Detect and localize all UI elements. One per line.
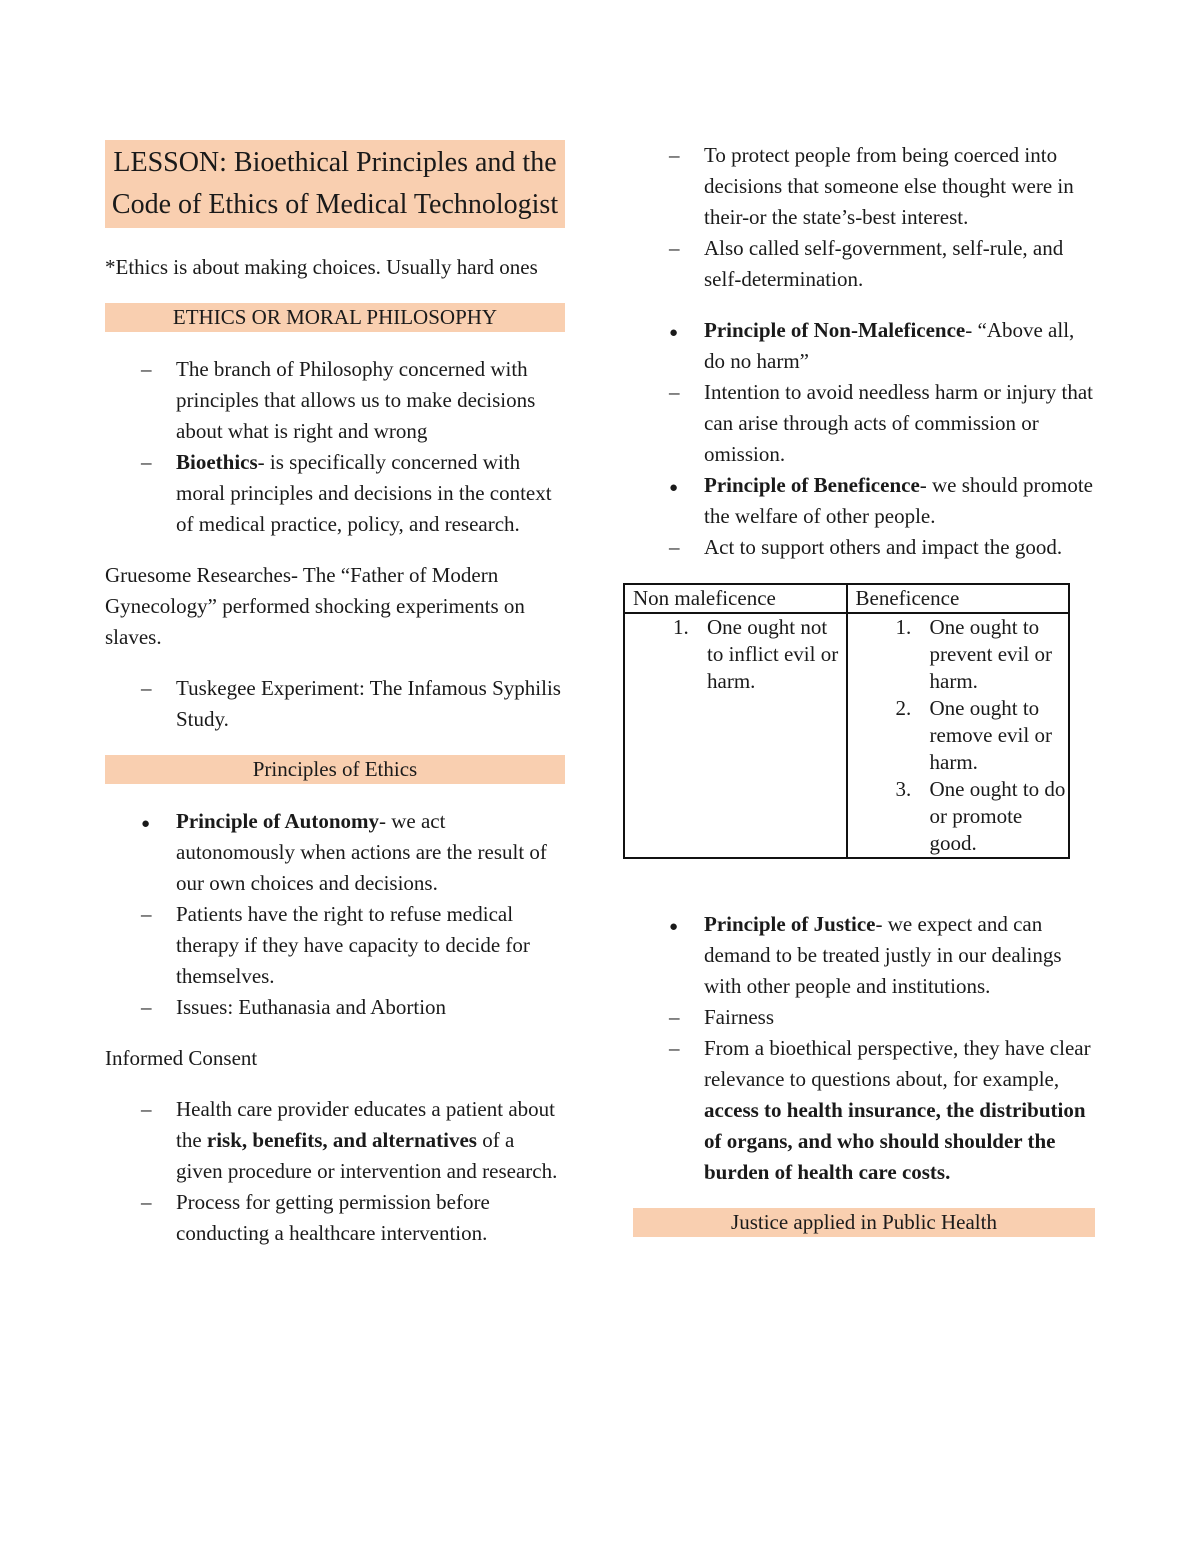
list-item [105,1187,565,1249]
autonomy-continued-list [633,140,1095,295]
gruesome-list [105,673,565,735]
dash-marker [669,377,689,408]
gruesome-text: Gruesome Researches- The “Father of Modern Gynecology” performed shocking experiments on slaves. [105,563,525,649]
list-item [105,354,565,447]
bioethics-term: Bioethics [176,450,258,474]
consent-item-text: Process for getting permission before conducting a healthcare intervention. [176,1190,490,1245]
dash-marker [141,1187,161,1218]
list-item [105,899,565,992]
list-item [633,1002,1095,1033]
beneficence-term: Principle of Beneficence [704,473,920,497]
list-item [105,1094,565,1187]
dash-marker [669,532,689,563]
fairness-text: Fairness [704,1005,774,1029]
dash-marker [141,447,161,478]
item-number: 2. [895,696,912,720]
table-header-row [624,584,1069,613]
justice-definition: - we expect and can demand to be treated justly in our dealings with other people and institutions. [704,912,1062,998]
item-text: One ought to do or promote good. [929,777,1066,855]
autonomy-item-text: Patients have the right to refuse medical therapy if they have capacity to decide for themselves. [176,902,530,988]
consent-text-b: of a given procedure or intervention and research. [176,1128,558,1183]
left-column [105,140,565,1249]
beneficence-definition: - we should promote the welfare of other people. [704,473,1093,528]
section-band-ethics: ETHICS OR MORAL PHILOSOPHY [105,303,565,332]
table-cell-beneficence [847,613,1070,858]
section-band-principles: Principles of Ethics [105,755,565,784]
justice-term: Principle of Justice [704,912,876,936]
list-item [633,377,1095,470]
item-text: One ought not to inflict evil or harm. [707,615,839,693]
table-cell-nonmaleficence [624,613,847,858]
autonomy-item-text: Issues: Euthanasia and Abortion [176,995,447,1019]
item-number: 3. [895,777,912,801]
ethics-list [105,354,565,540]
justice-list [633,909,1095,1188]
consent-text-a: Health care provider educates a patient about the [176,1097,555,1152]
dash-marker [141,992,161,1023]
list-item [105,447,565,540]
intro-text: *Ethics is about making choices. Usually hard ones [105,255,538,279]
table-header-nonmaleficence: Non maleficence [624,584,847,613]
ethics-item-text: The branch of Philosophy concerned with principles that allows us to make decisions about what is right and wrong [176,357,536,443]
item-text: One ought to prevent evil or harm. [929,615,1052,693]
principles-list [633,315,1095,563]
consent-list [105,1094,565,1249]
table-list-item [848,776,1069,857]
table-list-item [848,695,1069,776]
autonomy-term: Principle of Autonomy [176,809,379,833]
item-number: 1. [895,615,912,639]
table-row [624,613,1069,858]
section-band-justice: Justice applied in Public Health [633,1208,1095,1237]
list-item [633,470,1095,532]
list-item [633,532,1095,563]
list-item [633,315,1095,377]
list-item [105,673,565,735]
table-list-item [848,614,1069,695]
bioethical-bold: access to health insurance, the distribution of organs, and who should shoulder the burden of health care costs. [704,1098,1086,1184]
beneficence-item-text: Act to support others and impact the good. [704,535,1063,559]
consent-bold: risk, benefits, and alternatives [206,1128,477,1152]
dash-marker [669,1033,689,1064]
list-item [105,992,565,1023]
also-called-text: Also called self-government, self-rule, and self-determination. [704,236,1064,291]
bullet-marker [141,806,161,840]
item-number: 1. [673,615,689,639]
dash-marker [141,673,161,704]
list-item [105,806,565,899]
nonmaleficence-definition: - “Above all, do no harm” [704,318,1075,373]
informed-consent-heading: Informed Consent [105,1046,258,1070]
item-text: One ought to remove evil or harm. [929,696,1052,774]
bullet-marker [669,470,689,504]
dash-marker [141,354,161,385]
right-column [633,140,1095,1237]
dash-marker [669,233,689,264]
list-item [633,909,1095,1002]
dash-marker [669,140,689,171]
table-list-item [625,614,846,695]
table-header-beneficence: Beneficence [847,584,1070,613]
nonmaleficence-item-text: Intention to avoid needless harm or injury that can arise through acts of commission or omission. [704,380,1093,466]
autonomy-definition: - we act autonomously when actions are the result of our own choices and decisions. [176,809,547,895]
list-item [633,140,1095,233]
lesson-title: LESSON: Bioethical Principles and the Code of Ethics of Medical Technologist [105,140,565,228]
tuskegee-text: Tuskegee Experiment: The Infamous Syphilis Study. [176,676,561,731]
bioethics-definition: - is specifically concerned with moral principles and decisions in the context of medical practice, policy, and research. [176,450,552,536]
dash-marker [141,899,161,930]
bioethical-text: From a bioethical perspective, they have clear relevance to questions about, for example, [704,1036,1091,1091]
nonmaleficence-term: Principle of Non-Maleficence [704,318,966,342]
list-item [633,233,1095,295]
protect-text: To protect people from being coerced into decisions that someone else thought were in their-or the state’s-best interest. [704,143,1074,229]
dash-marker [141,1094,161,1125]
autonomy-list [105,806,565,1023]
bullet-marker [669,315,689,349]
bullet-marker [669,909,689,943]
comparison-table [623,583,1070,859]
list-item [633,1033,1095,1188]
dash-marker [669,1002,689,1033]
